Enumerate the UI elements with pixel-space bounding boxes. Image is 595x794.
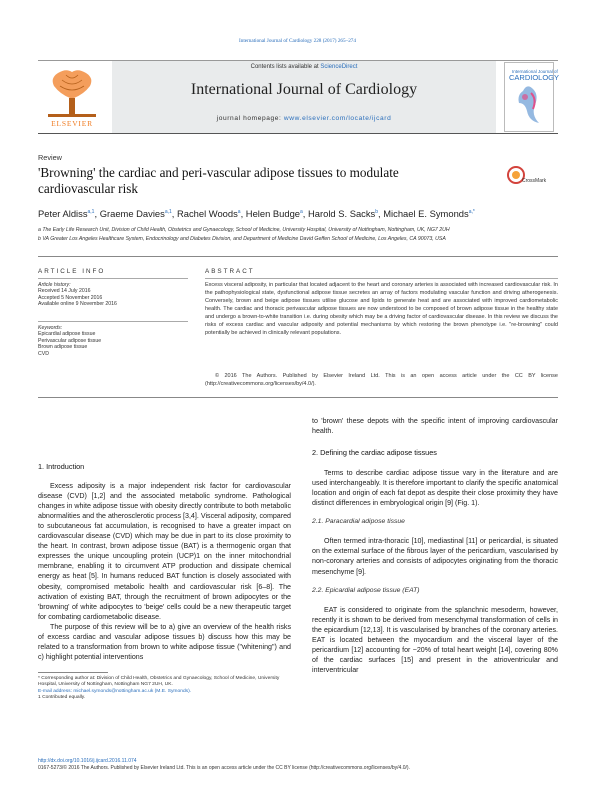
- body-paragraph: Often termed intra-thoracic [10], mediastinal [11] or pericardial, is situated on the external surface of the fibrous layer of the pericardium, vascularised by non-coronary arteries and consists of adipocytes originating from the thoracic mesenchyme [9].: [312, 537, 558, 576]
- author-affil-marker[interactable]: b: [375, 208, 379, 215]
- subsection-heading-paracardial: 2.1. Paracardial adipose tissue: [312, 518, 405, 526]
- author-affil-marker[interactable]: a: [237, 208, 241, 215]
- article-history: [38, 282, 188, 308]
- sciencedirect-link[interactable]: ScienceDirect: [320, 64, 358, 70]
- footnote-email[interactable]: E-mail address: michael.symonds@nottingham.ac.uk (M.E. Symonds).: [38, 688, 192, 694]
- article-title: 'Browning' the cardiac and peri-vascular adipose tissues to modulate cardiovascular risk: [38, 165, 399, 196]
- author-name[interactable]: Michael E. Symonds: [383, 208, 469, 219]
- history-online: Available online 9 November 2016: [38, 301, 117, 308]
- author-affil-marker[interactable]: a,*: [468, 208, 475, 215]
- keywords: [38, 325, 188, 357]
- affiliation-b: b VA Greater Los Angeles Healthcare System, Endocrinology and Diabetes Division, and Department of Medicine David Geffen School of Medicine, Los Angeles, CA 90073, USA: [38, 236, 446, 242]
- author-affil-marker[interactable]: a: [300, 208, 303, 215]
- article-info-heading: ARTICLE INFO: [38, 268, 106, 275]
- history-received: Received 14 July 2016: [38, 288, 91, 295]
- body-paragraph: Terms to describe cardiac adipose tissue vary in the literature and are used interchangeably. It is therefore important to clarify the specific anatomical location and origin of each fat depot as despite their close proximity they have distinct differences in embryological origin [9] (Fig. 1).: [312, 469, 558, 508]
- divider: [38, 397, 558, 398]
- author-affil-marker[interactable]: a,1: [87, 208, 95, 215]
- footnotes: [38, 676, 291, 702]
- article-section-label: Review: [38, 153, 62, 162]
- footnote-equal-contribution: 1 Contributed equally.: [38, 695, 86, 701]
- author-name[interactable]: Helen Budge: [245, 208, 301, 219]
- keyword: Epicardial adipose tissue: [38, 331, 96, 338]
- elsevier-tree-icon: [40, 64, 104, 119]
- divider: [38, 278, 188, 279]
- divider: [38, 256, 558, 257]
- author-name[interactable]: Graeme Davies: [99, 208, 165, 219]
- journal-title: International Journal of Cardiology: [190, 81, 418, 98]
- homepage-link[interactable]: www.elsevier.com/locate/ijcard: [283, 115, 392, 122]
- history-accepted: Accepted 5 November 2016: [38, 294, 103, 301]
- author-list: Peter Aldiss$^{a,1}$, Graeme Davies$^{a,1}$, Rachel Woods$^a$, Helen Budge$^a$, Harold S. Sacks$^b$, Michael E. Symonds$^{a,*}$: [38, 208, 475, 219]
- subsection-heading-epicardial: 2.2. Epicardial adipose tissue (EAT): [312, 586, 420, 594]
- homepage-prefix: journal homepage:: [216, 115, 282, 122]
- crossmark-label[interactable]: CrossMark: [522, 178, 547, 184]
- issn-license-line: 0167-5273/© 2016 The Authors. Published by Elsevier Ireland Ltd. This is an open access article under the CC BY license (http://creativecommons.org/licenses/by/4.0/).: [38, 765, 410, 771]
- author-name[interactable]: Peter Aldiss: [38, 208, 88, 219]
- crossmark-inner-icon: [512, 171, 520, 179]
- body-paragraph: to 'brown' these depots with the specific intent of improving cardiovascular health.: [312, 417, 558, 436]
- body-paragraph: Excess adiposity is a major independent risk factor for cardiovascular disease (CVD) [1,2] and the associated metabolic syndrome. Pathological changes in white adipose tissue with obesity directly contribute to both metabolic abnormalities and the atherosclerotic process [3,4]. Visceral adiposity, compared to subcutaneous fat accumulation, is recognised to have a greater impact on cardiovascular disease (CVD) which may be due in part to its close proximity to the heart. In contrast, brown adipose tissue (BAT) is a thermogenic organ that expresses the unique uncoupling protein (UCP)1 on the inner mitochondrial membrane, enabling it to circumvent ATP production and dissipate chemical energy as heat [5]. In humans reduced BAT function is closely associated with obesity, compromised metabolic health and cardiovascular risk [6–8]. The activation of existing BAT, through the recruitment of brown adipocytes or the 'browning' of white adipocytes to 'beige' cells could be a new therapeutic target for combating cardiometabolic disease.: [38, 482, 291, 621]
- cover-title-small: International Journal of: [512, 69, 558, 74]
- history-label: Article history:: [38, 282, 71, 288]
- body-left-column: [38, 462, 291, 662]
- journal-citation[interactable]: International Journal of Cardiology 228 (2017) 265–274: [239, 38, 356, 44]
- section-heading-introduction: 1. Introduction: [38, 462, 85, 471]
- keywords-label: Keywords:: [38, 325, 63, 331]
- publisher-logo-text: ELSEVIER: [51, 119, 93, 128]
- abstract-heading: ABSTRACT: [205, 268, 255, 275]
- body-paragraph: The purpose of this review will be to a) give an overview of the health risks of excess cardiac and vascular adipose tissues b) discuss how this may be related to a transformation from brown to white adipose tissue ("whitening") and c) highlight potential interventions: [38, 622, 291, 661]
- keyword: Perivascular adipose tissue: [38, 337, 102, 344]
- copyright-notice: © 2016 The Authors. Published by Elsevier Ireland Ltd. This is an open access article under the CC BY license (http://creativecommons.org/licenses/by/4.0/).: [205, 373, 558, 387]
- abstract-text: Excess visceral adiposity, in particular that located adjacent to the heart and coronary arteries is associated with increased cardiovascular risk. In the pathophysiological state, dysfunctional adipose tissue secretes an array of factors modulating vascular function and driving atherogenesis. Conversely, brown and beige adipose tissues utilise glucose and lipids to generate heat and are associated with improved cardiometabolic health. The cardiac and thoracic perivascular adipose tissues are now understood to be composed of brown adipose tissue in the healthy state and undergo a brown-to-white transition i.e. during obesity which may be a driving factor of cardiovascular disease. In this review we discuss the risks of excess cardiac and vascular adiposity and potential mechanisms by which restoring the brown phenotype i.e. "re-browning" could potentially be achieved in clinically relevant populations.: [205, 282, 558, 337]
- keyword: CVD: [38, 350, 49, 357]
- divider: [38, 321, 188, 322]
- author-affil-marker[interactable]: a,1: [164, 208, 172, 215]
- doi-link[interactable]: http://dx.doi.org/10.1016/j.ijcard.2016.11.074: [38, 758, 137, 764]
- author-name[interactable]: Rachel Woods: [177, 208, 238, 219]
- body-paragraph: EAT is considered to originate from the splanchnic mesoderm, however, recently it is shown to be derived from mesenchymal transformation of cells in the epicardium [12,13]. It is vascularised by branches of the coronary arteries. EAT is located between the myocardium and the visceral layer of the pericardium [12] accounting for ~20% of total heart weight [14], covering 80% of the cardiac surfaces [15] and present in the atrioventricular and interventricular: [312, 605, 558, 674]
- body-right-column: [312, 416, 558, 675]
- affiliation-a: a The Early Life Research Unit, Division of Child Health, Obstetrics and Gynaecology, School of Medicine, University Hospital, University of Nottingham, Nottingham, UK, NG7 2UH: [38, 227, 450, 233]
- contents-line: [112, 64, 496, 70]
- footnote-divider: [38, 672, 108, 673]
- journal-homepage: [112, 115, 496, 122]
- contents-prefix: Contents lists available at: [250, 64, 319, 70]
- divider: [205, 278, 558, 279]
- section-heading-defining: 2. Defining the cardiac adipose tissues: [312, 448, 437, 458]
- keyword: Brown adipose tissue: [38, 344, 88, 351]
- footnote-corresponding: * Corresponding author at: Division of Child Health, Obstetrics and Gynaecology, School of Medicine, University Hospital, University of Nottingham, Nottingham NG7 2UH, UK.: [38, 676, 280, 688]
- author-name[interactable]: Harold S. Sacks: [308, 208, 376, 219]
- cover-title-big: CARDIOLOGY: [509, 73, 560, 82]
